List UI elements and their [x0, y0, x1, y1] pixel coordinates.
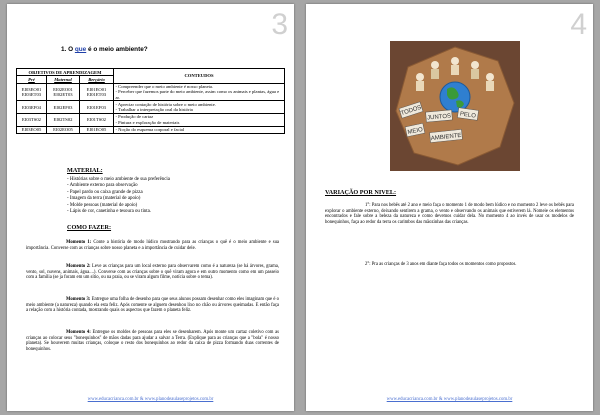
footer-link[interactable]: www.educacrianca.com.br & www.planodeaulaseprojetos.com.br: [386, 397, 513, 402]
subheader-bercario: Berçário: [80, 76, 114, 83]
photo-word: TODOS: [400, 104, 423, 118]
variation-text: Pra as crianças de 3 anos em diante faça todos os momentos como propostos.: [370, 262, 517, 267]
objectives-table: [16, 68, 285, 134]
variacao-heading: VARIAÇÃO POR NIVEL:: [325, 189, 397, 196]
variation-2-paragraph: [325, 262, 574, 268]
photo-word: PELO: [459, 111, 477, 120]
code-cell: EI01EO05: [80, 126, 114, 133]
content-line: - Perceber que fazemos parte do meio ambiente, assim como os animais e plantas, água e ar.: [115, 89, 280, 100]
como-fazer-heading: COMO FAZER:: [67, 224, 112, 231]
table-row: [17, 101, 285, 114]
moment-1-paragraph: [26, 240, 279, 251]
variation-1-paragraph: [325, 203, 574, 225]
header-conteudos: CONTEUDOS: [114, 69, 285, 84]
list-item: - Lápis de cor, canetinha e tesoura ou tinta.: [67, 209, 151, 215]
variation-label: 1°:: [365, 203, 371, 208]
table-row: [17, 126, 285, 133]
photo-word: JUNTOS: [426, 113, 452, 122]
code-cell: EI03EO05: [17, 126, 47, 133]
moment-text: Leve as crianças para um local externo para observarem como é a natureza (se há árvores, grama, vento, sol, nuvens, animais, água....). Converse com as crianças sobre o quê viram agora e em outro momento como em um passeio com a família (se ja foram em um sítio, ou na praia, ou se viram algum filme, notícia sobre o tema).: [26, 264, 279, 281]
subheader-maternal: Maternal: [47, 76, 80, 83]
code-cell: EI01TS02: [80, 113, 114, 126]
material-list: [67, 177, 170, 215]
photo-word: MEIO: [407, 126, 424, 136]
code-cell: EI03EF04: [17, 101, 47, 114]
list-item: - Ambiente externo para observação: [67, 183, 138, 189]
code-cell: EI03TS02: [17, 113, 47, 126]
page-number: 4: [570, 8, 587, 41]
moment-4-paragraph: [26, 330, 279, 352]
code-cell: EI02EO01: [53, 86, 73, 92]
footer-link[interactable]: www.educacrianca.com.br & www.planodeaulaseprojetos.com.br: [87, 397, 214, 402]
craft-photo: [390, 41, 520, 171]
code-cell: EI01EF03: [80, 101, 114, 114]
moment-label: Momento 1:: [66, 240, 92, 245]
code-cell: EI02EO05: [47, 126, 80, 133]
table-row: [17, 113, 285, 126]
document-page-3: [7, 4, 294, 411]
moment-label: Momento 3:: [66, 297, 91, 302]
moment-label: Momento 4:: [66, 330, 91, 335]
header-objetivos: OBJETIVOS DE APRENDIZAGEM: [17, 69, 114, 76]
moment-text: Entregue uma folha de desenho para que seus alunos possam desenhar como eles imaginam que é o meio ambiente (a natureza) quando ela esta feliz. Após comente se alguem desenhou lixo no chão ou árvores queimadas. E então faça a relação com a história contada, mostrando quais os aspectos que fazem o planeta feliz.: [26, 297, 279, 314]
photo-word: AMBIENTE: [430, 132, 462, 143]
content-line: - Pintura e exploração de materiais: [115, 119, 180, 125]
code-cell: EI02ET03: [53, 91, 73, 97]
list-item: - Molde pessoas (material de apoio): [67, 202, 138, 208]
subheader-pre: Pré: [17, 76, 47, 83]
question-suffix: é o meio ambiente?: [86, 46, 148, 53]
material-heading: MATERIAL:: [67, 167, 103, 174]
content-line: - Noção do esquema corporal e facial: [115, 127, 185, 133]
code-cell: EI03EO01: [21, 86, 42, 92]
question-highlight: que: [74, 46, 87, 53]
code-cell: EI01ET03: [86, 91, 107, 97]
moment-2-paragraph: [26, 264, 279, 281]
craft-illustration: [390, 41, 520, 171]
code-cell: EI01EO01: [86, 86, 107, 92]
question-prefix: 1. O: [61, 46, 75, 53]
list-item: - Imagem da terra (material de apoio): [67, 196, 141, 202]
code-cell: EI03ET03: [21, 91, 42, 97]
moment-text: Conte a história de modo lúdico mostrando para as crianças o quê é o meio ambiente e sua importância. Converse com as crianças sobre nosso planeta e a importância de cuidar dele.: [26, 240, 280, 251]
content-line: - Produção de cartaz: [115, 114, 154, 120]
list-item: - Histórias sobre o meio ambiente de sua preferência: [67, 177, 170, 182]
moment-text: Entregue os moldes de pessoas para eles se desenharem. Após monte um cartaz coletivo com as crianças ao colocar seus "bonequinhos" de mãos dadas para ajudar a salvar a Terra. (Explique para as crianças que a "bola" é nosso planeta). Se houverem muitas crianças, coloque o resto dos bonequinhos ao redor da caixa de pizza formando duas correntes de bonequinhos.: [26, 330, 280, 352]
document-page-4: [306, 4, 593, 411]
variation-label: 2°:: [365, 262, 371, 267]
moment-label: Momento 2:: [66, 264, 91, 269]
code-cell: EI02EF03: [47, 101, 80, 114]
variation-text: Para nos bebês até 2 ano e meio faça o momento 1 de modo bem lúdico e no momento 2 leve os bebês para explorar o ambiente externo, deixando sentirem a grama, o vento e observando os animais que estiverem lá. Nomeie os elementos encontrados e fale sobre a beleza da natureza e como devemos cuidar dela. No momento 4 ao invés de usar os modelos de bonequinhos, faça ao redor da terra os carimbos das mãozinhas das crianças.: [325, 203, 574, 225]
content-line: - Compreender que o meio ambiente é nosso planeta.: [115, 84, 214, 90]
list-item: - Papel pardo ou caixa grande de pizza: [67, 189, 143, 195]
table-row: [17, 83, 285, 101]
content-line: - Apreciar contação de história sobre o meio ambiente.: [115, 101, 216, 107]
question-title: [61, 46, 148, 53]
code-cell: EI02TS02: [47, 113, 80, 126]
moment-3-paragraph: [26, 297, 279, 314]
page-number: 3: [271, 8, 288, 41]
content-line: - Trabalhar a interpretação oral da história: [115, 107, 193, 113]
